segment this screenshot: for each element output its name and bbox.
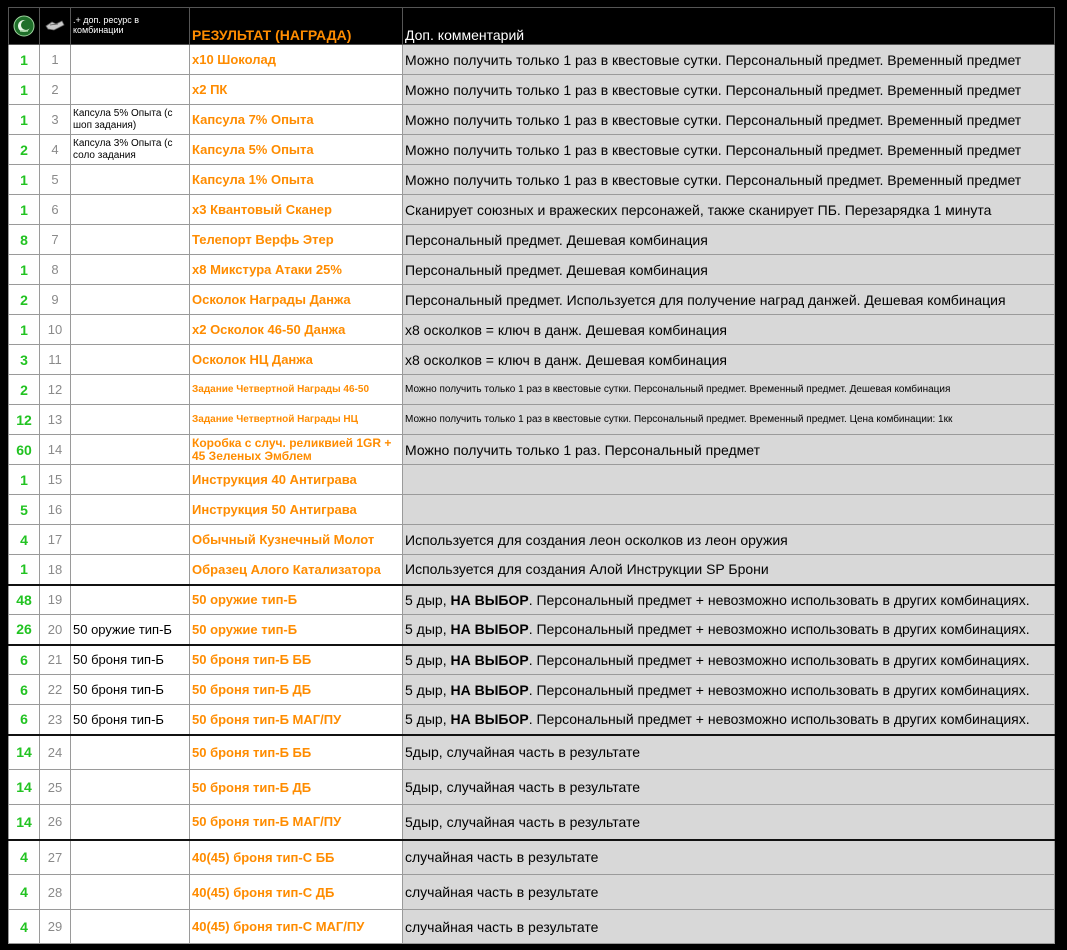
extra-resource-cell bbox=[71, 910, 190, 944]
table-row bbox=[9, 345, 1055, 375]
extra-resource-cell bbox=[71, 435, 190, 465]
quantity-cell: 5 bbox=[9, 495, 40, 525]
extra-resource-cell bbox=[71, 45, 190, 75]
comment-choice-emphasis: НА ВЫБОР bbox=[450, 651, 529, 668]
extra-resource-cell bbox=[71, 165, 190, 195]
quantity-cell: 2 bbox=[9, 375, 40, 405]
table-row bbox=[9, 615, 1055, 645]
extra-resource-cell bbox=[71, 405, 190, 435]
extra-resource-cell bbox=[71, 805, 190, 840]
number-cell: 26 bbox=[40, 805, 71, 840]
table-row bbox=[9, 875, 1055, 910]
table-row bbox=[9, 225, 1055, 255]
result-cell: 50 броня тип-Б МАГ/ПУ bbox=[190, 805, 403, 840]
quantity-cell: 14 bbox=[9, 770, 40, 805]
comment-text: . Персональный предмет + невозможно использовать в других комбинациях. bbox=[528, 591, 1030, 608]
result-cell: Капсула 5% Опыта bbox=[190, 135, 403, 165]
comment-cell: x8 осколков = ключ в данж. Дешевая комбинация bbox=[403, 345, 1055, 375]
rewards-table bbox=[8, 7, 1055, 944]
quantity-cell: 14 bbox=[9, 735, 40, 770]
extra-resource-cell bbox=[71, 285, 190, 315]
comment-cell: 5дыр, случайная часть в результате bbox=[403, 770, 1055, 805]
result-cell: Осколок Награды Данжа bbox=[190, 285, 403, 315]
result-cell: Телепорт Верфь Этер bbox=[190, 225, 403, 255]
quantity-cell: 1 bbox=[9, 465, 40, 495]
table-row bbox=[9, 495, 1055, 525]
table-row bbox=[9, 910, 1055, 944]
result-cell: 50 броня тип-Б ББ bbox=[190, 645, 403, 675]
table-row bbox=[9, 735, 1055, 770]
extra-resource-cell: Капсула 5% Опыта (с шоп задания) bbox=[71, 105, 190, 135]
table-row bbox=[9, 525, 1055, 555]
comment-cell: Можно получить только 1 раз в квестовые сутки. Персональный предмет. Временный предмет bbox=[403, 165, 1055, 195]
number-cell: 10 bbox=[40, 315, 71, 345]
result-cell: Капсула 1% Опыта bbox=[190, 165, 403, 195]
comment-text: . Персональный предмет + невозможно использовать в других комбинациях. bbox=[528, 621, 1030, 638]
extra-resource-cell bbox=[71, 75, 190, 105]
comment-cell: Можно получить только 1 раз. Персональный предмет bbox=[403, 435, 1055, 465]
quantity-cell: 2 bbox=[9, 135, 40, 165]
result-cell: Капсула 7% Опыта bbox=[190, 105, 403, 135]
extra-resource-cell bbox=[71, 770, 190, 805]
number-cell: 1 bbox=[40, 45, 71, 75]
extra-resource-cell bbox=[71, 195, 190, 225]
emblem-icon bbox=[13, 15, 35, 37]
number-cell: 20 bbox=[40, 615, 71, 645]
extra-resource-cell: 50 броня тип-Б bbox=[71, 645, 190, 675]
number-cell: 25 bbox=[40, 770, 71, 805]
quantity-cell: 4 bbox=[9, 525, 40, 555]
table-row bbox=[9, 805, 1055, 840]
result-cell: 40(45) броня тип-С ББ bbox=[190, 840, 403, 875]
quantity-cell: 26 bbox=[9, 615, 40, 645]
number-cell: 3 bbox=[40, 105, 71, 135]
result-cell: 50 броня тип-Б ДБ bbox=[190, 675, 403, 705]
extra-resource-cell: 50 броня тип-Б bbox=[71, 705, 190, 735]
comment-choice-emphasis: НА ВЫБОР bbox=[450, 591, 529, 608]
quantity-cell: 14 bbox=[9, 805, 40, 840]
extra-resource-cell bbox=[71, 555, 190, 585]
comment-cell bbox=[403, 465, 1055, 495]
table-row bbox=[9, 770, 1055, 805]
extra-resource-cell bbox=[71, 315, 190, 345]
quantity-cell: 60 bbox=[9, 435, 40, 465]
result-cell: 50 броня тип-Б ДБ bbox=[190, 770, 403, 805]
number-cell: 24 bbox=[40, 735, 71, 770]
quantity-cell: 1 bbox=[9, 555, 40, 585]
number-column-icon-header bbox=[40, 8, 71, 45]
comment-cell: Используется для создания леон осколков из леон оружия bbox=[403, 525, 1055, 555]
result-cell: Осколок НЦ Данжа bbox=[190, 345, 403, 375]
result-cell: Коробка с случ. реликвией 1GR + 45 Зеленых Эмблем bbox=[190, 435, 403, 465]
result-cell: x2 ПК bbox=[190, 75, 403, 105]
comment-text: 5 дыр, bbox=[405, 621, 451, 638]
result-cell: x8 Микстура Атаки 25% bbox=[190, 255, 403, 285]
comment-cell: Персональный предмет. Дешевая комбинация bbox=[403, 225, 1055, 255]
number-cell: 9 bbox=[40, 285, 71, 315]
comment-cell bbox=[403, 675, 1055, 705]
result-cell: Инструкция 40 Антиграва bbox=[190, 465, 403, 495]
number-cell: 8 bbox=[40, 255, 71, 285]
number-cell: 23 bbox=[40, 705, 71, 735]
comment-text: 5 дыр, bbox=[405, 681, 451, 698]
table-row bbox=[9, 705, 1055, 735]
extra-resource-header: .+ доп. ресурс в комбинации bbox=[71, 8, 190, 45]
extra-resource-cell bbox=[71, 735, 190, 770]
comment-cell: Можно получить только 1 раз в квестовые сутки. Персональный предмет. Временный предмет bbox=[403, 75, 1055, 105]
number-cell: 16 bbox=[40, 495, 71, 525]
number-cell: 17 bbox=[40, 525, 71, 555]
extra-resource-cell bbox=[71, 225, 190, 255]
table-row bbox=[9, 255, 1055, 285]
table-row bbox=[9, 315, 1055, 345]
number-cell: 2 bbox=[40, 75, 71, 105]
comment-text: . Персональный предмет + невозможно использовать в других комбинациях. bbox=[528, 711, 1030, 728]
number-cell: 4 bbox=[40, 135, 71, 165]
extra-resource-cell bbox=[71, 375, 190, 405]
number-cell: 13 bbox=[40, 405, 71, 435]
result-cell: Задание Четвертной Награды 46-50 bbox=[190, 375, 403, 405]
result-cell: 50 броня тип-Б МАГ/ПУ bbox=[190, 705, 403, 735]
extra-resource-cell bbox=[71, 495, 190, 525]
comment-choice-emphasis: НА ВЫБОР bbox=[450, 681, 529, 698]
extra-resource-cell bbox=[71, 875, 190, 910]
comment-cell: Используется для создания Алой Инструкции SP Брони bbox=[403, 555, 1055, 585]
comment-cell: Можно получить только 1 раз в квестовые сутки. Персональный предмет. Временный предмет bbox=[403, 135, 1055, 165]
result-cell: Образец Алого Катализатора bbox=[190, 555, 403, 585]
table-row bbox=[9, 435, 1055, 465]
result-cell: x3 Квантовый Сканер bbox=[190, 195, 403, 225]
quantity-cell: 6 bbox=[9, 705, 40, 735]
table-row bbox=[9, 285, 1055, 315]
quantity-cell: 8 bbox=[9, 225, 40, 255]
comment-text: 5 дыр, bbox=[405, 711, 451, 728]
number-cell: 12 bbox=[40, 375, 71, 405]
number-cell: 29 bbox=[40, 910, 71, 944]
quantity-cell: 1 bbox=[9, 165, 40, 195]
comment-choice-emphasis: НА ВЫБОР bbox=[450, 711, 529, 728]
quantity-cell: 1 bbox=[9, 195, 40, 225]
table-header-row bbox=[9, 8, 1055, 45]
extra-resource-cell bbox=[71, 255, 190, 285]
result-cell: 40(45) броня тип-С ДБ bbox=[190, 875, 403, 910]
comment-cell bbox=[403, 645, 1055, 675]
extra-resource-cell bbox=[71, 525, 190, 555]
comment-cell: Можно получить только 1 раз в квестовые сутки. Персональный предмет. Временный предмет. Дешевая комбинация bbox=[403, 375, 1055, 405]
table-row bbox=[9, 465, 1055, 495]
extra-resource-cell: Капсула 3% Опыта (с соло задания bbox=[71, 135, 190, 165]
extra-resource-cell: 50 броня тип-Б bbox=[71, 675, 190, 705]
rewards-table-wrapper bbox=[8, 7, 1054, 944]
gear-pieces-icon bbox=[44, 18, 66, 34]
quantity-cell: 1 bbox=[9, 45, 40, 75]
comment-text: . Персональный предмет + невозможно использовать в других комбинациях. bbox=[528, 651, 1030, 668]
result-cell: x10 Шоколад bbox=[190, 45, 403, 75]
comment-cell: Персональный предмет. Дешевая комбинация bbox=[403, 255, 1055, 285]
comment-text: 5 дыр, bbox=[405, 591, 451, 608]
comment-text: 5 дыр, bbox=[405, 651, 451, 668]
quantity-cell: 3 bbox=[9, 345, 40, 375]
quantity-cell: 12 bbox=[9, 405, 40, 435]
number-cell: 19 bbox=[40, 585, 71, 615]
table-row bbox=[9, 165, 1055, 195]
comment-cell: случайная часть в результате bbox=[403, 875, 1055, 910]
number-cell: 7 bbox=[40, 225, 71, 255]
quantity-cell: 1 bbox=[9, 255, 40, 285]
extra-resource-cell bbox=[71, 345, 190, 375]
result-header: РЕЗУЛЬТАТ (НАГРАДА) bbox=[190, 8, 403, 45]
table-row bbox=[9, 585, 1055, 615]
comment-cell bbox=[403, 615, 1055, 645]
comment-cell: Сканирует союзных и вражеских персонажей, также сканирует ПБ. Перезарядка 1 минута bbox=[403, 195, 1055, 225]
table-row bbox=[9, 375, 1055, 405]
table-row bbox=[9, 405, 1055, 435]
comment-cell: Можно получить только 1 раз в квестовые сутки. Персональный предмет. Временный предмет. Цена комбинации: 1кк bbox=[403, 405, 1055, 435]
table-row bbox=[9, 105, 1055, 135]
extra-resource-cell bbox=[71, 840, 190, 875]
comment-cell: Можно получить только 1 раз в квестовые сутки. Персональный предмет. Временный предмет bbox=[403, 105, 1055, 135]
comment-cell: 5дыр, случайная часть в результате bbox=[403, 735, 1055, 770]
quantity-cell: 48 bbox=[9, 585, 40, 615]
quantity-cell: 4 bbox=[9, 910, 40, 944]
comment-choice-emphasis: НА ВЫБОР bbox=[450, 621, 529, 638]
number-cell: 27 bbox=[40, 840, 71, 875]
table-row bbox=[9, 645, 1055, 675]
extra-resource-cell bbox=[71, 585, 190, 615]
comment-cell bbox=[403, 585, 1055, 615]
result-cell: x2 Осколок 46-50 Данжа bbox=[190, 315, 403, 345]
quantity-cell: 1 bbox=[9, 315, 40, 345]
comment-cell: случайная часть в результате bbox=[403, 840, 1055, 875]
result-cell: 40(45) броня тип-С МАГ/ПУ bbox=[190, 910, 403, 944]
comment-cell: Персональный предмет. Используется для получение наград данжей. Дешевая комбинация bbox=[403, 285, 1055, 315]
comment-cell: Можно получить только 1 раз в квестовые сутки. Персональный предмет. Временный предмет bbox=[403, 45, 1055, 75]
table-row bbox=[9, 840, 1055, 875]
comment-cell bbox=[403, 705, 1055, 735]
table-row bbox=[9, 75, 1055, 105]
comment-cell: x8 осколков = ключ в данж. Дешевая комбинация bbox=[403, 315, 1055, 345]
result-cell: Обычный Кузнечный Молот bbox=[190, 525, 403, 555]
number-cell: 28 bbox=[40, 875, 71, 910]
quantity-cell: 1 bbox=[9, 75, 40, 105]
number-cell: 6 bbox=[40, 195, 71, 225]
number-cell: 21 bbox=[40, 645, 71, 675]
result-cell: 50 броня тип-Б ББ bbox=[190, 735, 403, 770]
comment-header: Доп. комментарий bbox=[403, 8, 1055, 45]
number-cell: 14 bbox=[40, 435, 71, 465]
table-row bbox=[9, 45, 1055, 75]
extra-resource-cell bbox=[71, 465, 190, 495]
number-cell: 22 bbox=[40, 675, 71, 705]
number-cell: 11 bbox=[40, 345, 71, 375]
table-row bbox=[9, 135, 1055, 165]
table-row bbox=[9, 555, 1055, 585]
quantity-cell: 2 bbox=[9, 285, 40, 315]
quantity-cell: 6 bbox=[9, 645, 40, 675]
comment-cell: случайная часть в результате bbox=[403, 910, 1055, 944]
quantity-cell: 4 bbox=[9, 875, 40, 910]
number-cell: 15 bbox=[40, 465, 71, 495]
quantity-cell: 4 bbox=[9, 840, 40, 875]
quantity-column-icon-header bbox=[9, 8, 40, 45]
comment-text: . Персональный предмет + невозможно использовать в других комбинациях. bbox=[528, 681, 1030, 698]
comment-cell bbox=[403, 495, 1055, 525]
result-cell: Инструкция 50 Антиграва bbox=[190, 495, 403, 525]
comment-cell: 5дыр, случайная часть в результате bbox=[403, 805, 1055, 840]
quantity-cell: 1 bbox=[9, 105, 40, 135]
result-cell: Задание Четвертной Награды НЦ bbox=[190, 405, 403, 435]
number-cell: 18 bbox=[40, 555, 71, 585]
number-cell: 5 bbox=[40, 165, 71, 195]
table-row bbox=[9, 195, 1055, 225]
extra-resource-cell: 50 оружие тип-Б bbox=[71, 615, 190, 645]
quantity-cell: 6 bbox=[9, 675, 40, 705]
result-cell: 50 оружие тип-Б bbox=[190, 615, 403, 645]
table-row bbox=[9, 675, 1055, 705]
result-cell: 50 оружие тип-Б bbox=[190, 585, 403, 615]
